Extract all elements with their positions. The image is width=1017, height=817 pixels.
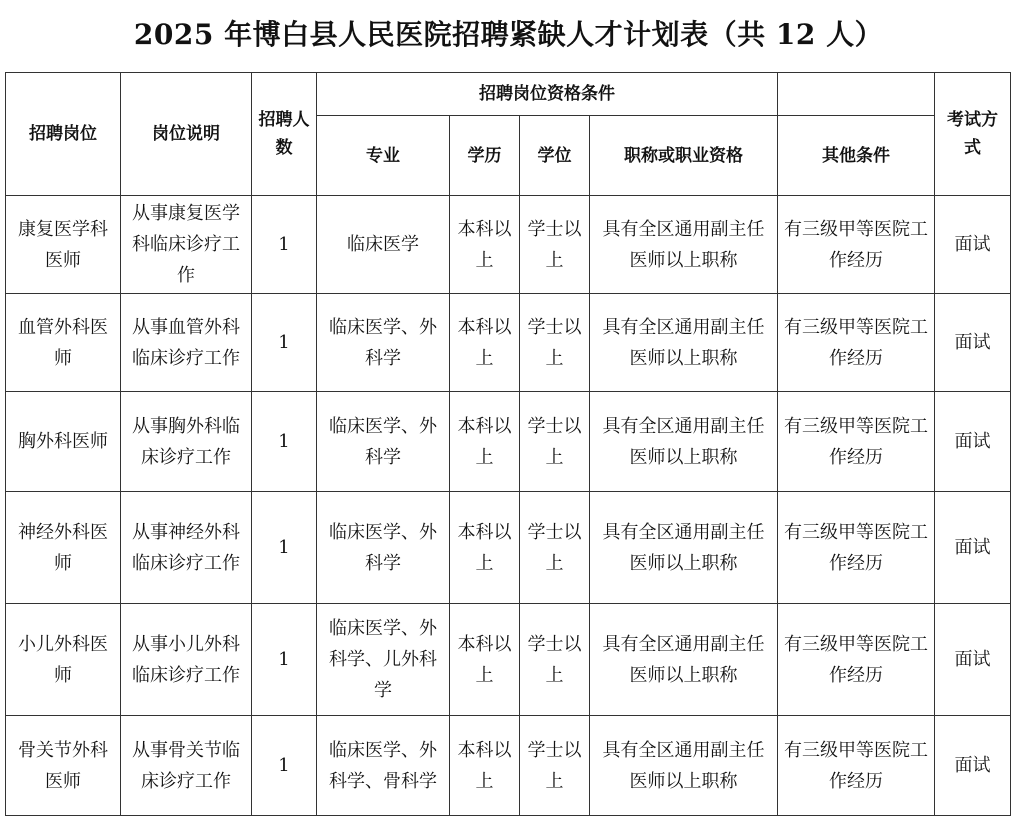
cell-major: 临床医学 [317, 196, 450, 294]
cell-title-qualification: 具有全区通用副主任医师以上职称 [590, 604, 778, 716]
cell-education: 本科以上 [450, 392, 520, 492]
table-row [6, 716, 1011, 816]
table-row [6, 392, 1011, 492]
cell-exam: 面试 [935, 196, 1011, 294]
cell-other: 有三级甲等医院工作经历 [778, 604, 935, 716]
cell-major: 临床医学、外科学、骨科学 [317, 716, 450, 816]
table-row [6, 604, 1011, 716]
table-row [6, 294, 1011, 392]
cell-title-qualification: 具有全区通用副主任医师以上职称 [590, 294, 778, 392]
header-education: 学历 [450, 116, 520, 196]
cell-education: 本科以上 [450, 294, 520, 392]
cell-exam: 面试 [935, 604, 1011, 716]
header-description: 岗位说明 [121, 73, 252, 196]
cell-degree: 学士以上 [520, 716, 590, 816]
cell-description: 从事康复医学科临床诊疗工作 [121, 196, 252, 294]
cell-position: 小儿外科医师 [6, 604, 121, 716]
cell-description: 从事骨关节临床诊疗工作 [121, 716, 252, 816]
cell-count: 1 [252, 392, 317, 492]
cell-exam: 面试 [935, 492, 1011, 604]
cell-exam: 面试 [935, 716, 1011, 816]
cell-position: 胸外科医师 [6, 392, 121, 492]
cell-degree: 学士以上 [520, 392, 590, 492]
cell-position: 骨关节外科医师 [6, 716, 121, 816]
cell-position: 康复医学科医师 [6, 196, 121, 294]
cell-count: 1 [252, 716, 317, 816]
cell-other: 有三级甲等医院工作经历 [778, 294, 935, 392]
cell-count: 1 [252, 492, 317, 604]
cell-major: 临床医学、外科学 [317, 492, 450, 604]
header-count: 招聘人数 [252, 73, 317, 196]
cell-education: 本科以上 [450, 604, 520, 716]
cell-description: 从事胸外科临床诊疗工作 [121, 392, 252, 492]
cell-count: 1 [252, 604, 317, 716]
cell-education: 本科以上 [450, 492, 520, 604]
header-qualifications-group: 招聘岗位资格条件 [317, 73, 778, 116]
cell-title-qualification: 具有全区通用副主任医师以上职称 [590, 392, 778, 492]
header-degree: 学位 [520, 116, 590, 196]
cell-education: 本科以上 [450, 716, 520, 816]
cell-description: 从事血管外科临床诊疗工作 [121, 294, 252, 392]
header-title-qualification: 职称或职业资格 [590, 116, 778, 196]
cell-degree: 学士以上 [520, 492, 590, 604]
table-row [6, 492, 1011, 604]
cell-other: 有三级甲等医院工作经历 [778, 716, 935, 816]
cell-degree: 学士以上 [520, 294, 590, 392]
page-title: 2025 年博白县人民医院招聘紧缺人才计划表（共 12 人） [133, 18, 884, 51]
cell-title-qualification: 具有全区通用副主任医师以上职称 [590, 716, 778, 816]
header-blank [778, 73, 935, 116]
cell-title-qualification: 具有全区通用副主任医师以上职称 [590, 196, 778, 294]
cell-other: 有三级甲等医院工作经历 [778, 196, 935, 294]
cell-title-qualification: 具有全区通用副主任医师以上职称 [590, 492, 778, 604]
cell-major: 临床医学、外科学、儿外科学 [317, 604, 450, 716]
cell-position: 神经外科医师 [6, 492, 121, 604]
cell-position: 血管外科医师 [6, 294, 121, 392]
cell-count: 1 [252, 196, 317, 294]
cell-description: 从事神经外科临床诊疗工作 [121, 492, 252, 604]
cell-major: 临床医学、外科学 [317, 294, 450, 392]
cell-exam: 面试 [935, 294, 1011, 392]
cell-description: 从事小儿外科临床诊疗工作 [121, 604, 252, 716]
cell-count: 1 [252, 294, 317, 392]
header-position: 招聘岗位 [6, 73, 121, 196]
cell-education: 本科以上 [450, 196, 520, 294]
cell-other: 有三级甲等医院工作经历 [778, 392, 935, 492]
cell-major: 临床医学、外科学 [317, 392, 450, 492]
table-row [6, 196, 1011, 294]
cell-degree: 学士以上 [520, 604, 590, 716]
header-exam: 考试方式 [935, 73, 1011, 196]
header-major: 专业 [317, 116, 450, 196]
cell-exam: 面试 [935, 392, 1011, 492]
cell-degree: 学士以上 [520, 196, 590, 294]
cell-other: 有三级甲等医院工作经历 [778, 492, 935, 604]
header-other: 其他条件 [778, 116, 935, 196]
recruitment-table [5, 72, 1011, 816]
